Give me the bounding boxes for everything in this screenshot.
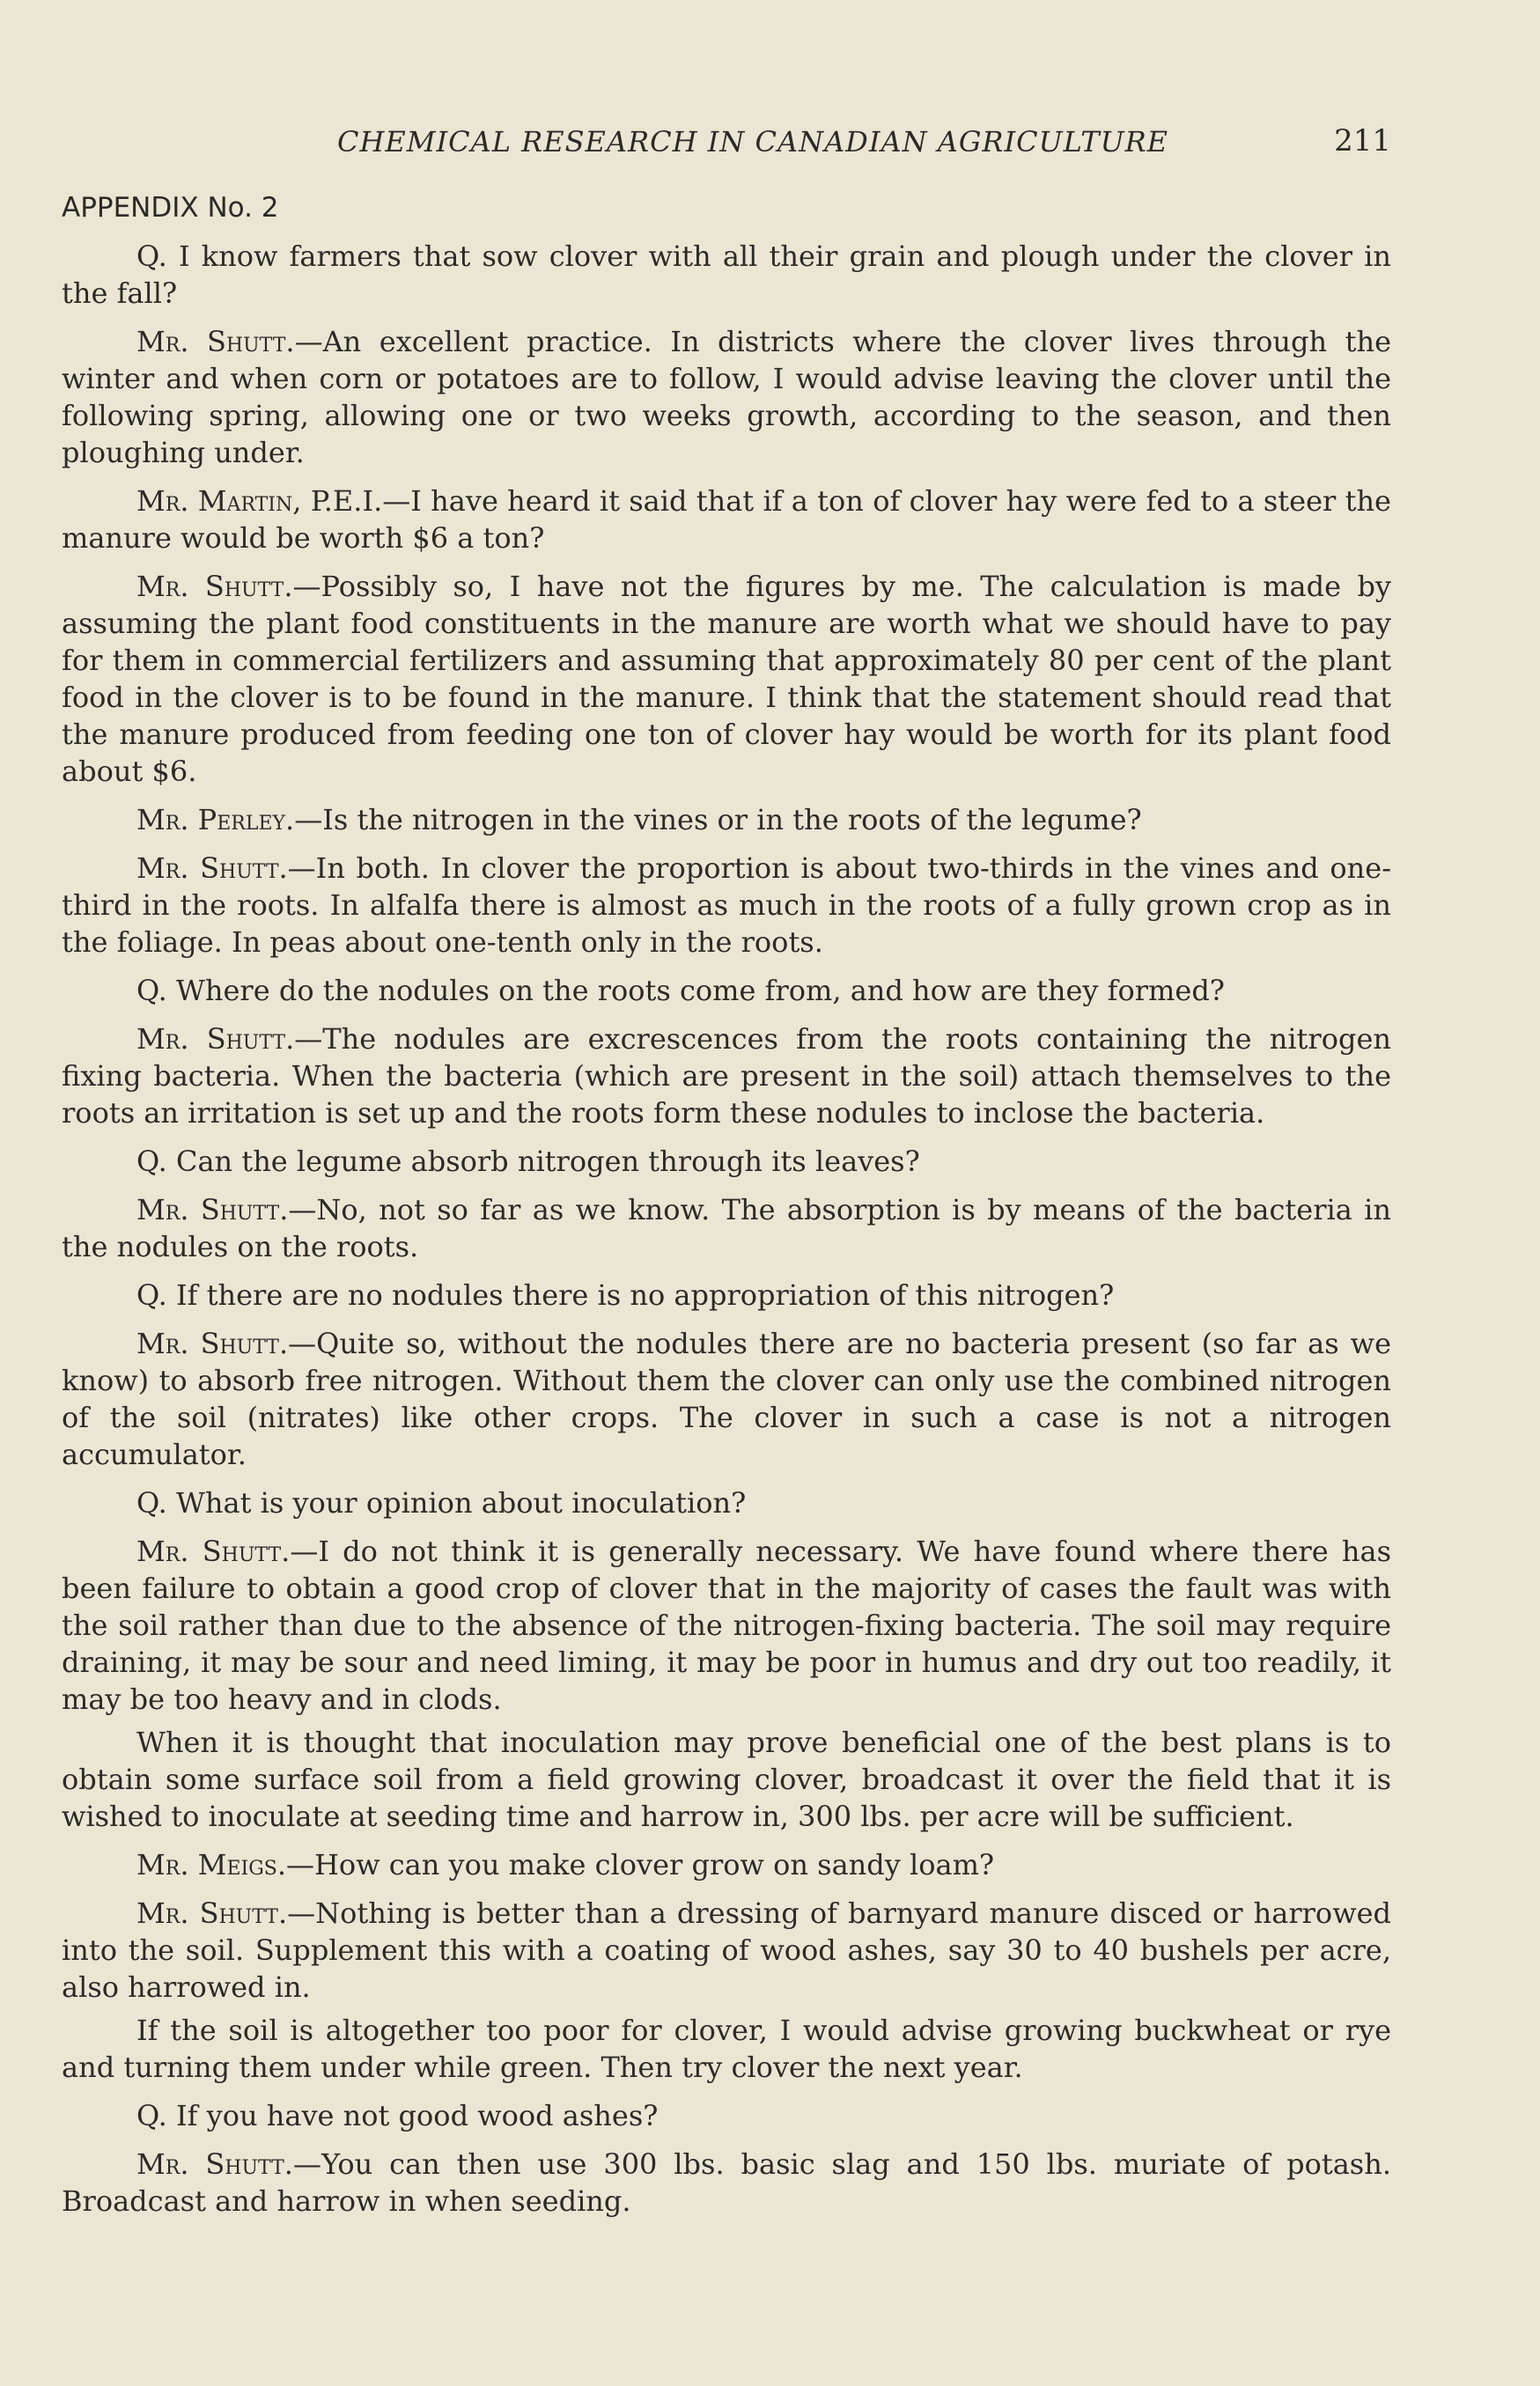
paragraph <box>62 1724 1391 1835</box>
speaker-name: Mr. Shutt. <box>136 1535 291 1568</box>
paragraph <box>62 568 1391 790</box>
paragraph <box>62 238 1391 312</box>
paragraph-text: —Is the nitrogen in the vines or in the roots of the legume? <box>294 803 1142 836</box>
speaker-name: Mr. Shutt. <box>136 1193 289 1226</box>
paragraph-text: Q. Where do the nodules on the roots come from, and how are they formed? <box>136 974 1225 1007</box>
paragraph <box>62 1484 1391 1521</box>
speaker-name: Mr. Shutt. <box>136 2147 293 2181</box>
paragraph <box>62 2097 1391 2134</box>
paragraph <box>62 1895 1391 2006</box>
paragraph-text: —I do not think it is generally necessary. We have found where there has been failure to obtain a good crop of clover that in the majority of cases the fault was with the soil rather than due to the absence of the nitrogen-fixing bacteria. The soil may require draining, it may be sour and need liming, it may be poor in humus and dry out too readily, it may be too heavy and in clods. <box>62 1535 1392 1716</box>
speaker-name: Mr. Shutt. <box>136 570 293 603</box>
paragraph-text: Q. I know farmers that sow clover with all their grain and plough under the clover in the fall? <box>62 239 1391 310</box>
paragraph <box>62 1277 1391 1314</box>
paragraph-text: —In both. In clover the proportion is about two-thirds in the vines and one-third in the roots. In alfalfa there is almost as much in the roots of a fully grown crop as in the foliage. In peas about one-tenth only in the roots. <box>62 851 1391 959</box>
paragraph-text: —How can you make clover grow on sandy loam? <box>286 1848 995 1882</box>
paragraph-text: If the soil is altogether too poor for clover, I would advise growing buckwheat or rye and turning them under while green. Then try clover the next year. <box>62 2014 1391 2084</box>
speaker-name: Mr. Shutt. <box>136 1896 288 1930</box>
paragraph-text: Q. What is your opinion about inoculation? <box>136 1486 747 1520</box>
paragraph <box>62 2012 1391 2086</box>
paragraph-text: —Nothing is better than a dressing of barnyard manure disced or harrowed into the soil. Supplement this with a coating of wood ashes, say 30 to 40 bushels per acre, also harrowed in. <box>62 1896 1392 2004</box>
page-number: 211 <box>1334 123 1391 158</box>
paragraph <box>62 1020 1391 1131</box>
paragraph-text: —The nodules are excrescences from the roots containing the nitrogen fixing bacteria. When the bacteria (which are present in the soil) attach themselves to the roots an irritation is set up and the roots form these nodules to inclose the bacteria. <box>62 1022 1392 1130</box>
paragraph-text: Q. Can the legume absorb nitrogen through its leaves? <box>136 1145 920 1178</box>
paragraph <box>62 1533 1391 1718</box>
paragraph-text: When it is thought that inoculation may prove beneficial one of the best plans is to obtain some surface soil from a field growing clover, broadcast it over the field that it is wished to inoculate at seeding time and harrow in, 300 lbs. per acre will be sufficient. <box>62 1726 1391 1833</box>
paragraph-text: —Possibly so, I have not the figures by me. The calculation is made by assuming the plant food constituents in the manure are worth what we should have to pay for them in commercial fertilizers and assuming that approximately 80 per cent of the plant food in the clover is to be found in the manure. I think that the statement should read that the manure produced from feeding one ton of clover hay would be worth for its plant food about $6. <box>62 570 1392 788</box>
paragraph-text: Q. If you have not good wood ashes? <box>136 2099 659 2132</box>
paragraph-text: P.E.I.—I have heard it said that if a ton of clover hay were fed to a steer the manure would be worth $6 a ton? <box>62 484 1391 555</box>
paragraph <box>62 2146 1391 2220</box>
paragraph <box>62 482 1391 556</box>
paragraph-text: —An excellent practice. In districts where the clover lives through the winter and when corn or potatoes are to follow, I would advise leaving the clover until the following spring, allowing one or two weeks growth, according to the season, and then ploughing under. <box>62 325 1392 469</box>
speaker-name: Mr. Shutt. <box>136 1022 295 1056</box>
paragraph-text: —Quite so, without the nodules there are no bacteria present (so far as we know) to absorb free nitrogen. Without them the clover can only use the combined nitrogen of the soil (nitrates) like other crops. The clover in such a case is not a nitrogen accumulator. <box>62 1327 1392 1471</box>
text-body <box>62 238 1391 2220</box>
appendix-label: APPENDIX No. 2 <box>62 192 279 224</box>
page-header <box>62 114 1391 176</box>
paragraph <box>62 1191 1391 1265</box>
speaker-name: Mr. Shutt. <box>136 1327 289 1360</box>
paragraph-text: —You can then use 300 lbs. basic slag and 150 lbs. muriate of potash. Broadcast and harrow in when seeding. <box>62 2147 1392 2218</box>
paragraph <box>62 1846 1391 1883</box>
running-title: CHEMICAL RESEARCH IN CANADIAN AGRICULTURE <box>336 125 1169 158</box>
paragraph <box>62 801 1391 838</box>
speaker-name: Mr. Meigs. <box>136 1848 287 1882</box>
paragraph <box>62 1143 1391 1180</box>
speaker-name: Mr. Shutt. <box>136 325 295 358</box>
paragraph-text: Q. If there are no nodules there is no appropriation of this nitrogen? <box>136 1278 1115 1312</box>
speaker-name: Mr. Martin, <box>136 484 302 518</box>
speaker-name: Mr. Perley. <box>136 803 295 836</box>
paragraph <box>62 972 1391 1009</box>
paragraph <box>62 1325 1391 1473</box>
paragraph-text: —No, not so far as we know. The absorption is by means of the bacteria in the nodules on the roots. <box>62 1193 1392 1263</box>
speaker-name: Mr. Shutt. <box>136 851 288 885</box>
paragraph <box>62 850 1391 961</box>
page-body <box>62 114 1391 2351</box>
paragraph <box>62 323 1391 471</box>
